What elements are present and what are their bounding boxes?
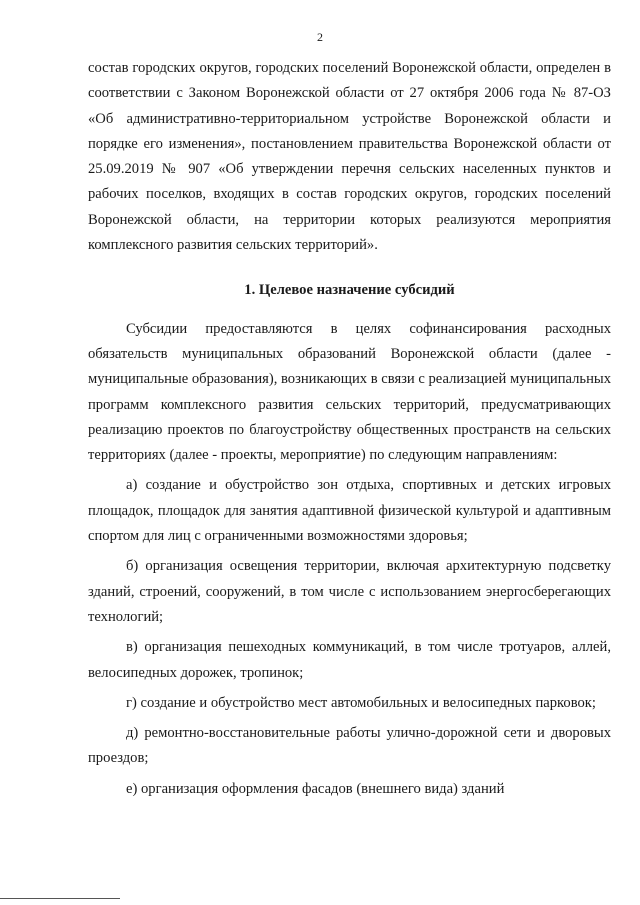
list-item-f: е) организация оформления фасадов (внешнего вида) зданий <box>126 780 505 797</box>
list-item-e: д) ремонтно-восстановительные работы улично-дорожной сети и дворовых проездов; <box>88 725 611 767</box>
footer-divider <box>0 898 120 899</box>
intro-paragraph: состав городских округов, городских поселений Воронежской области, определен в соответствии с Законом Воронежской области от 27 октября 2006 года № 87-ОЗ «Об административно-территориальном устройстве Воронежской области и порядке его изменения», постановлением правительства Воронежской области от 25.09.2019 № 907 «Об утверждении перечня сельских населенных пунктов и рабочих поселков, входящих в состав городских округов, городских поселений Воронежской области, на территории которых реализуются мероприятия комплексного развития сельских территорий». <box>88 60 611 254</box>
document-body <box>88 56 611 802</box>
page-number: 2 <box>317 30 323 44</box>
section-paragraph: Субсидии предоставляются в целях софинансирования расходных обязательств муниципальных образований Воронежской области (далее - муниципальные образования), возникающих в связи с реализацией муниципальных программ комплексного развития сельских территорий, предусматривающих реализацию проектов по благоустройству общественных пространств на сельских территориях (далее - проекты, мероприятие) по следующим направлениям: <box>88 320 611 464</box>
list-item-c: в) организация пешеходных коммуникаций, в том числе тротуаров, аллей, велосипедных дорожек, тропинок; <box>88 639 611 681</box>
list-item-b: б) организация освещения территории, включая архитектурную подсветку зданий, строений, сооружений, в том числе с использованием энергосберегающих технологий; <box>88 558 611 625</box>
list-item-d: г) создание и обустройство мест автомобильных и велосипедных парковок; <box>126 694 596 711</box>
section-heading: 1. Целевое назначение субсидий <box>244 282 455 299</box>
list-item-a: а) создание и обустройство зон отдыха, спортивных и детских игровых площадок, площадок для занятия адаптивной физической культурой и адаптивным спортом для лиц с ограниченными возможностями здоровья; <box>88 477 611 545</box>
